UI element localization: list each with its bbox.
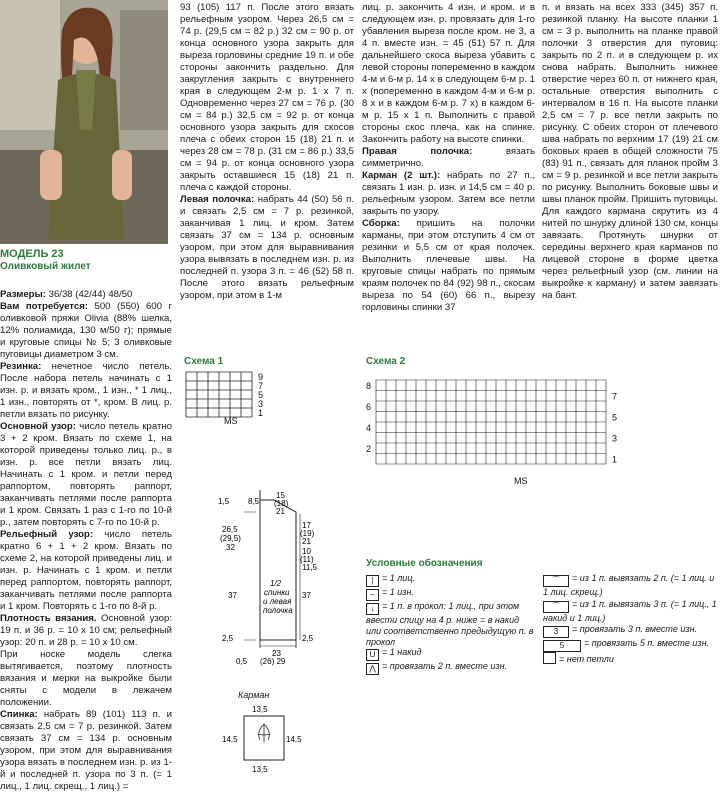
legend-item: ⋀ = провязать 2 п. вместе изн.	[366, 661, 536, 675]
paragraph: Вам потребуется: 500 (550) 600 г оливковой пряжи Olivia (88% шелка, 12% полиамида, 130 м/50 г); прямые и круговые спицы № 5; 3 оливковые пуговицы диаметром 3 см.	[0, 301, 172, 360]
paragraph: Сборка: пришить на полочки карманы, при этом отступить 4 см от резинки и 5,5 см от края полочек. Выполнить плечевые швы. На круговые спицы набрать по прямым краям полочек по 84 (92) 98 п., скосам выреза по 54 (60) 66 п., вырезу горловины спинки 37	[362, 218, 535, 313]
dim-label: 21	[302, 537, 311, 546]
legend-item: U = 1 накид	[366, 647, 536, 661]
schema-2-row-number: 2	[366, 444, 372, 454]
increase-two-icon: ⌒	[543, 575, 569, 587]
schema-2-row-number: 5	[612, 412, 618, 423]
text-column-3	[362, 2, 535, 314]
purl-two-together-icon: ⋀	[366, 663, 379, 675]
pattern-label: и левая	[263, 597, 292, 606]
dim-label: 15	[276, 491, 285, 500]
dim-label: (29,5)	[220, 534, 241, 543]
text-column-1	[0, 289, 172, 793]
paragraph: п. и вязать на всех 333 (345) 357 п. резинкой планку. На высоте планки 1 см = 3 р. выполнить на планке правой полочки 3 отверстия для пуговиц: закрыть по 2 п. и в следующем р. их снова набрать. Выполнить нижнее отверстие через 60 п. от нижнего края, остальные отверстия выполнить с интервалом в 16 п. На высоте планки 2,5 см = 7 р. все петли закрыть по рисунку. С обеих сторон от плечевого шва набрать по верхним 17 (19) 21 см боковых краев в общей сложности 75 (83) 91 п., связать для планок пройм 3 см = 9 р. резинкой и все петли закрыть по рисунку. Выполнить боковые швы и швы планок пройм. Пришить пуговицы. Для каждого кармана скрутить из 4 нитей по шнурку длиной 130 см, концы завязать. Протянуть шнурки от середины верхнего края карманов по лицевой стороне в форме цветка через рельефный узор (см. линии на выкройке к карману) и затем завязать на бант.	[542, 2, 718, 301]
legend-item: 3 = провязать 3 п. вместе изн.	[543, 624, 718, 638]
dim-label: 8,5	[248, 497, 260, 506]
schema-2-chart	[366, 376, 636, 488]
dim-label: 21	[276, 507, 285, 516]
schema-2-row-number: 1	[612, 454, 618, 465]
dim-label: (19)	[300, 529, 315, 538]
dim-label: 2,5	[302, 634, 314, 643]
dim-label: 17	[302, 521, 311, 530]
schema-1-row-number: 7	[258, 381, 264, 391]
dim-label: 1,5	[218, 497, 230, 506]
dim-label: 32	[226, 543, 235, 552]
legend-item: 5 = провязать 5 п. вместе изн.	[543, 638, 718, 652]
paragraph: При носке модель слегка вытягивается, поэтому плотность вязания и мерки на выкройке были сняты с модели в лежачем положении.	[0, 649, 172, 708]
paragraph: Рельефный узор: число петель кратно 6 + 1 + 2 кром. Вязать по схеме 2, на которой приведены лиц. и изн. р. Начинать с 1 кром. и петли перед раппортом, повторять раппорт, заканчивать петлями после раппорта и 1 кром. Повторять с 1-го по 8-й р.	[0, 529, 172, 612]
schema-1-row-number: 1	[258, 408, 264, 418]
text-column-2	[180, 2, 354, 302]
legend-item: ⌒ = из 1 п. вывязать 3 п. (= 1 лиц., 1 накид и 1 лиц.)	[543, 599, 717, 623]
no-stitch-icon	[543, 652, 556, 664]
paragraph: Плотность вязания. Основной узор: 19 п. и 36 р. = 10 х 10 см; рельефный узор: 20 п. и 28 р. = 10 х 10 см.	[0, 613, 172, 648]
schema-2-row-number: 6	[366, 402, 372, 412]
model-number: МОДЕЛЬ 23	[0, 248, 64, 260]
schema-1-ms-label: MS	[224, 416, 238, 426]
dim-label: (26) 29	[260, 657, 286, 666]
legend-item: = нет петли	[543, 652, 718, 665]
paragraph: Основной узор: число петель кратно 3 + 2 кром. Вязать по схеме 1, на которой приведены только лиц. р., в изн. р. все петли вязать лиц. Начинать с 1 кром. и петли перед раппортом, повторять раппорт, заканчивать петлями после раппорта и 1 кром. Связать 1 раз с 1-го по 10-й р., затем повторять с 7-го по 10-й р.	[0, 421, 172, 528]
dim-label: 10	[302, 547, 311, 556]
dim-label: 0,5	[236, 657, 248, 666]
schema-2-row-number: 8	[366, 381, 372, 391]
legend-item: ⌒ = из 1 п. вывязать 2 п. (= 1 лиц. и 1 лиц. скрещ.)	[543, 573, 715, 597]
paragraph: Размеры: 36/38 (42/44) 48/50	[0, 289, 133, 300]
legend-item: ↓ = 1 п. в прокол: 1 лиц., при этом ввести спицу на 4 р. ниже = в накид или соответственно предыдущую п. в прокол	[366, 601, 534, 647]
paragraph: Правая полочка: вязать симметрично.	[362, 146, 536, 169]
yarn-over-icon: U	[366, 649, 379, 661]
model-name: Оливковый жилет	[0, 261, 91, 272]
paragraph: лиц. р. закончить 4 изн. и кром. и в следующем изн. р. провязать для 1-го убавления выреза после кром. не 3, а 4 п. вместе изн. = 45 (51) 57 п. Для дальнейшего скоса выреза убавить с левой стороны попеременно в каждом 4-м и 6-м р. 14 х в следующем 6-м р. 1 х (попеременно в каждом 4-м и 6-м р. 8 х и в каждом 6-м р. 7 х) в каждом 6-м р. 15 х 1 п. Выполнить с правой стороны скос плеча, как на спинке. Закончить работу на высоте спинки.	[362, 2, 535, 145]
legend-item: | = 1 лиц.	[366, 573, 536, 587]
pattern-schematic	[212, 490, 332, 670]
pocket-schematic	[220, 702, 310, 776]
pocket-title: Карман	[238, 690, 270, 700]
paragraph: Спинка: набрать 89 (101) 113 п. и связать 2,5 см = 7 р. резинкой. Затем связать 37 см = 134 р. основным узором, при этом для выравнивания узора вязать в последнем изн. р. из 1-й и последней п. узора по 3 п. (= 1 лиц., 1 лиц. скрещ., 1 лиц.) =	[0, 709, 172, 792]
arrow-down-icon: ↓	[366, 603, 379, 615]
increase-three-icon: ⌒	[543, 601, 569, 613]
text-column-4	[542, 2, 718, 302]
schema-1-title: Схема 1	[184, 356, 224, 367]
schema-1-row-number: 9	[258, 372, 264, 382]
decrease-five-icon: 5	[543, 640, 581, 652]
pocket-dim-bottom: 13,5	[252, 765, 268, 774]
paragraph: 93 (105) 117 п. После этого вязать рельефным узором. Через 26,5 см = 74 р. (29,5 см = 82 р.) 32 см = 90 р. от конца основного узора закрыть для выреза горловины средние 19 п. и обе стороны закончить раздельно. Для закругления закрыть с внутреннего края в следующем 2-м р. 1 х 7 п. Одновременно через 27 см = 76 р. (30 см = 84 р.) 32,5 см = 92 р. от конца основного узора закрыть для скосов плеча с обеих сторон 15 (18) 21 п. и через 28 см = 78 р. (31 см = 86 р.) 33,5 см = 94 р. от конца основного узора закрыть оставшиеся 15 (18) 21 п. плеча с каждой стороны.	[180, 2, 354, 193]
schema-1-row-number: 3	[258, 399, 264, 409]
paragraph: Левая полочка: набрать 44 (50) 56 п. и связать 2,5 см = 7 р. резинкой, заканчивая 1 лиц. и кром. Затем связать 37 см = 134 р. основным узором, при этом для выравнивания узора вывязать в последнем изн. р. из последней п. узора 3 п. = 46 (52) 58 п. После этого вязать рельефным узором, при этом в 1-м	[180, 194, 354, 301]
dim-label: 11,5	[302, 563, 317, 572]
schema-2-row-number: 3	[612, 433, 618, 444]
dim-label: (11)	[300, 555, 314, 564]
pocket-dim-left: 14,5	[222, 735, 238, 744]
schema-2-row-number: 7	[612, 391, 618, 402]
schema-2-row-number: 4	[366, 423, 372, 433]
legend-title: Условные обозначения	[366, 558, 483, 569]
schema-2-ms-label: MS	[514, 476, 528, 486]
model-photo	[0, 0, 168, 244]
dim-label: 26,5	[222, 525, 238, 534]
dim-label: (18)	[274, 499, 289, 508]
schema-1-chart	[184, 370, 274, 428]
pattern-label: полочка	[263, 606, 293, 615]
dim-label: 37	[302, 591, 311, 600]
paragraph: Резинка: нечетное число петель. После набора петель начинать с 1 изн. р. и вязать кром., 1 изн., * 1 лиц., 1 изн., повторять от *, кром. В лиц. р. петли вязать по рисунку.	[0, 361, 172, 420]
schema-1-row-number: 5	[258, 390, 264, 400]
dim-label: 37	[228, 591, 237, 600]
dim-label: 2,5	[222, 634, 234, 643]
schema-2-title: Схема 2	[366, 356, 406, 367]
pocket-dim-top: 13,5	[252, 705, 268, 714]
paragraph: Карман (2 шт.): набрать по 27 п., связать 1 изн. р. изн. и 14,5 см = 40 р. рельефным узором. Затем все петли закрыть по узору.	[362, 170, 535, 217]
legend-item: – = 1 изн.	[366, 587, 536, 601]
pattern-label: спинки	[264, 588, 290, 597]
pattern-label: 1/2	[270, 579, 282, 588]
purl-symbol-icon: –	[366, 589, 379, 601]
pocket-dim-right: 14,5	[286, 735, 302, 744]
knit-symbol-icon: |	[366, 575, 379, 587]
decrease-three-icon: 3	[543, 626, 569, 638]
dim-label: 23	[272, 649, 281, 658]
